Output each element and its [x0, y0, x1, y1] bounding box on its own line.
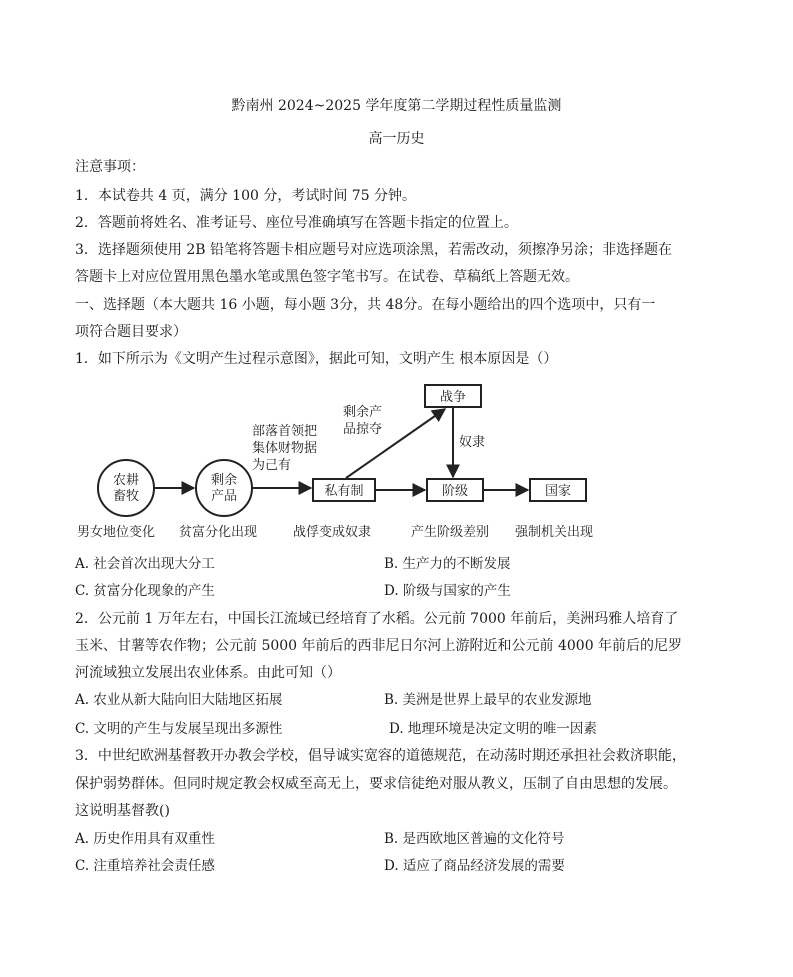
caption: 产生阶级差别: [411, 525, 490, 540]
q3-option-a: A. 历史作用具有双重性: [75, 831, 215, 847]
q1-option-b: B. 生产力的不断发展: [384, 556, 511, 572]
q1-option-a: A. 社会首次出现大分工: [75, 556, 215, 572]
state-label: 国家: [544, 484, 572, 499]
question-3-stem: 保护弱势群体。但同时规定教会权威至高无上，要求信徒绝对服从教义，压制了自由思想的发展。: [75, 776, 677, 792]
farming-herding-node: [98, 460, 154, 516]
class-label: 阶级: [441, 484, 469, 499]
question-2-stem: 玉米、甘薯等农作物；公元前 5000 年前后的西非尼日尔河上游附近和公元前 4000 年前后的尼罗: [75, 638, 683, 654]
surplus-product-node: [196, 460, 252, 516]
circle2-label: 剩余: [210, 473, 238, 488]
q1-option-d: D. 阶级与国家的产生: [384, 583, 511, 599]
q2-option-a: A. 农业从新大陆向旧大陆地区拓展: [75, 692, 283, 708]
circle2-label: 产品: [210, 489, 238, 504]
civilization-process-diagram: [0, 378, 793, 548]
question-3-stem: 3．中世纪欧洲基督教开办教会学校，倡导诚实宽容的道德规范，在动荡时期还承担社会救济职能，: [75, 748, 686, 764]
chiefs-label: 集体财物据: [252, 441, 318, 456]
chiefs-label: 为己有: [252, 458, 292, 473]
circle1-label: 农耕: [112, 473, 140, 488]
q3-option-d: D. 适应了商品经济发展的需要: [384, 858, 565, 874]
plunder-label: 剩余产: [343, 405, 383, 420]
q3-option-c: C. 注重培养社会责任感: [75, 858, 215, 874]
notice-heading: 注意事项：: [75, 159, 145, 175]
caption: 贫富分化出现: [179, 525, 258, 540]
notice-item: 3．选择题须使用 2B 铅笔将答题卡相应题号对应选项涂黑，若需改动，须擦净另涂；非选择题在: [75, 242, 673, 258]
question-2-stem: 2．公元前 1 万年左右，中国长江流域已经培育了水稻。公元前 7000 年前后，美洲玛雅人培育了: [75, 611, 679, 627]
circle1-label: 畜牧: [112, 489, 140, 504]
plunder-label: 品掠夺: [343, 422, 383, 437]
notice-item: 1．本试卷共 4 页，满分 100 分，考试时间 75 分钟。: [75, 188, 417, 204]
q3-option-b: B. 是西欧地区普遍的文化符号: [384, 831, 565, 847]
chiefs-label: 部落首领把: [252, 424, 318, 439]
question-1-stem: 1．如下所示为《文明产生过程示意图》，据此可知，文明产生 根本原因是（）: [75, 351, 558, 367]
exam-title: 黔南州 2024~2025 学年度第二学期过程性质量监测: [231, 98, 562, 114]
q2-option-c: C. 文明的产生与发展呈现出多源性: [75, 721, 283, 737]
question-3-stem: 这说明基督教(): [75, 803, 170, 819]
caption: 强制机关出现: [515, 525, 594, 540]
private-ownership-label: 私有制: [324, 484, 364, 499]
section-heading-cont: 项符合题目要求）: [75, 324, 187, 340]
q2-option-d: D. 地理环境是决定文明的唯一因素: [389, 721, 597, 737]
q1-option-c: C. 贫富分化现象的产生: [75, 583, 215, 599]
war-label: 战争: [439, 390, 467, 405]
question-2-stem: 河流域独立发展出农业体系。由此可知（）: [75, 665, 341, 681]
q2-option-b: B. 美洲是世界上最早的农业发源地: [384, 692, 592, 708]
notice-item: 答题卡上对应位置用黑色墨水笔或黑色签字笔书写。在试卷、草稿纸上答题无效。: [75, 269, 579, 285]
subject-title: 高一历史: [368, 131, 425, 147]
slave-label: 奴隶: [459, 435, 486, 450]
caption: 战俘变成奴隶: [293, 525, 372, 540]
notice-item: 2．答题前将姓名、准考证号、座位号准确填写在答题卡指定的位置上。: [75, 215, 518, 231]
caption: 男女地位变化: [77, 525, 156, 540]
section-heading: 一、选择题（本大题共 16 小题，每小题 3分，共 48分。在每小题给出的四个选项中，只有一: [75, 297, 656, 313]
